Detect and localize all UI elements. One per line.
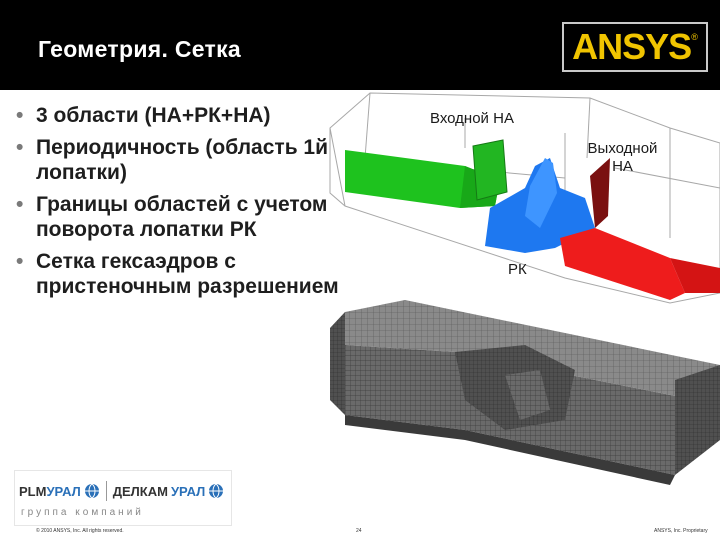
partner-logo: [14, 470, 232, 526]
ural-text: УРАЛ: [46, 483, 81, 499]
trademark-icon: ®: [691, 32, 698, 42]
footer-proprietary: ANSYS, Inc. Proprietary: [654, 528, 708, 534]
outlet-label-line2: НА: [612, 158, 633, 175]
globe-icon: [84, 483, 100, 499]
slide-title: Геометрия. Сетка: [38, 36, 242, 62]
bullet-list: [14, 103, 344, 306]
footer-copyright: © 2010 ANSYS, Inc. All rights reserved.: [36, 528, 124, 534]
outlet-region-red: [560, 228, 685, 300]
rotor-label: РК: [508, 261, 527, 278]
slide-header: [0, 0, 720, 90]
bullet-item: • Границы областей с учетом поворота лопатки РК: [14, 192, 344, 242]
bullet-item: • Периодичность (область 1й лопатки): [14, 135, 344, 185]
inlet-blade: [473, 140, 507, 200]
outlet-label-line1: Выходной: [587, 140, 658, 157]
outlet-label: [570, 140, 675, 176]
ansys-logo-text: ANSYS: [572, 26, 692, 67]
logo-divider: [106, 481, 107, 501]
partner-logo-row: [19, 481, 224, 501]
footer-page-number: 24: [356, 528, 362, 534]
plm-text: PLM: [19, 483, 47, 499]
domain-geometry-diagram: [325, 88, 720, 313]
ural-text-2: УРАЛ: [170, 483, 206, 499]
bullet-item: • Сетка гексаэдров с пристеночным разрешением: [14, 249, 344, 299]
partner-subtitle: группа компаний: [21, 507, 144, 518]
geometry-figure: [325, 88, 720, 508]
globe-icon: [208, 483, 224, 499]
delcam-text: ДЕЛКАМ: [112, 483, 168, 499]
inlet-label: Входной НА: [430, 110, 514, 127]
ansys-logo: [562, 22, 708, 72]
hex-mesh-render: [325, 300, 720, 500]
bullet-item: • 3 области (НА+РК+НА): [14, 103, 344, 128]
